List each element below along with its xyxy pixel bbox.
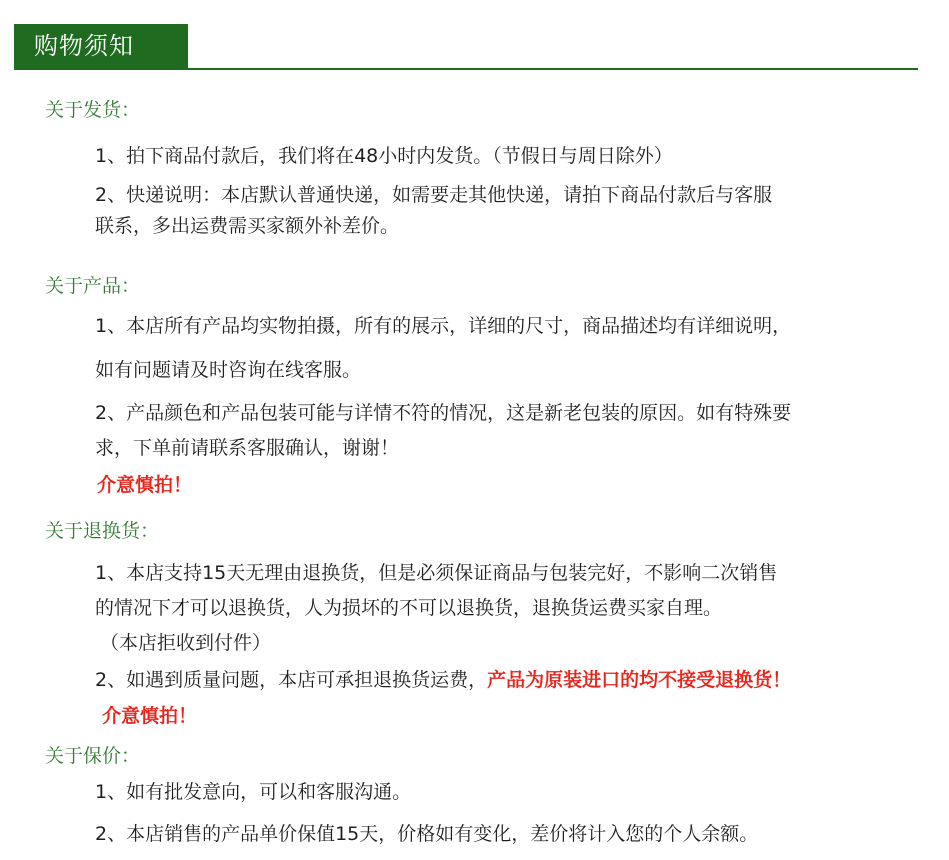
header-divider	[14, 68, 918, 70]
returns-item-2-text: 2、如遇到质量问题，本店可承担退换货运费，	[95, 669, 488, 691]
returns-section-title: 关于退换货：	[45, 520, 160, 542]
price-section-title: 关于保价：	[45, 745, 141, 767]
page-title: 购物须知	[14, 24, 188, 68]
shipping-item-2-line-1: 2、快递说明：本店默认普通快递，如需要走其他快递，请拍下商品付款后与客服	[95, 184, 773, 206]
shipping-item-2-line-2: 联系，多出运费需买家额外补差价。	[95, 215, 400, 237]
returns-item-2	[95, 665, 791, 692]
shipping-section-title: 关于发货：	[45, 99, 141, 121]
returns-item-1-line-1: 1、本店支持15天无理由退换货，但是必须保证商品与包装完好，不影响二次销售	[95, 562, 778, 584]
product-item-2-line-2: 求，下单前请联系客服确认，谢谢！	[95, 437, 400, 459]
page-header	[14, 24, 918, 70]
shipping-item-1: 1、拍下商品付款后，我们将在48小时内发货。（节假日与周日除外）	[95, 145, 673, 167]
price-item-2: 2、本店销售的产品单价保值15天，价格如有变化，差价将计入您的个人余额。	[95, 823, 759, 845]
returns-warning: 介意慎拍！	[102, 705, 198, 727]
product-item-1-line-2: 如有问题请及时咨询在线客服。	[95, 359, 362, 381]
product-warning: 介意慎拍！	[97, 474, 193, 496]
product-item-1-line-1: 1、本店所有产品均实物拍摄，所有的展示，详细的尺寸，商品描述均有详细说明，	[95, 315, 792, 337]
product-item-2-line-1: 2、产品颜色和产品包装可能与详情不符的情况，这是新老包装的原因。如有特殊要	[95, 402, 792, 424]
returns-item-2-highlight: 产品为原装进口的均不接受退换货！	[487, 669, 792, 691]
returns-item-1-note: （本店拒收到付件）	[100, 632, 272, 654]
price-item-1: 1、如有批发意向，可以和客服沟通。	[95, 781, 412, 803]
product-section-title: 关于产品：	[45, 275, 141, 297]
returns-item-1-line-2: 的情况下才可以退换货，人为损坏的不可以退换货，退换货运费买家自理。	[95, 597, 723, 619]
